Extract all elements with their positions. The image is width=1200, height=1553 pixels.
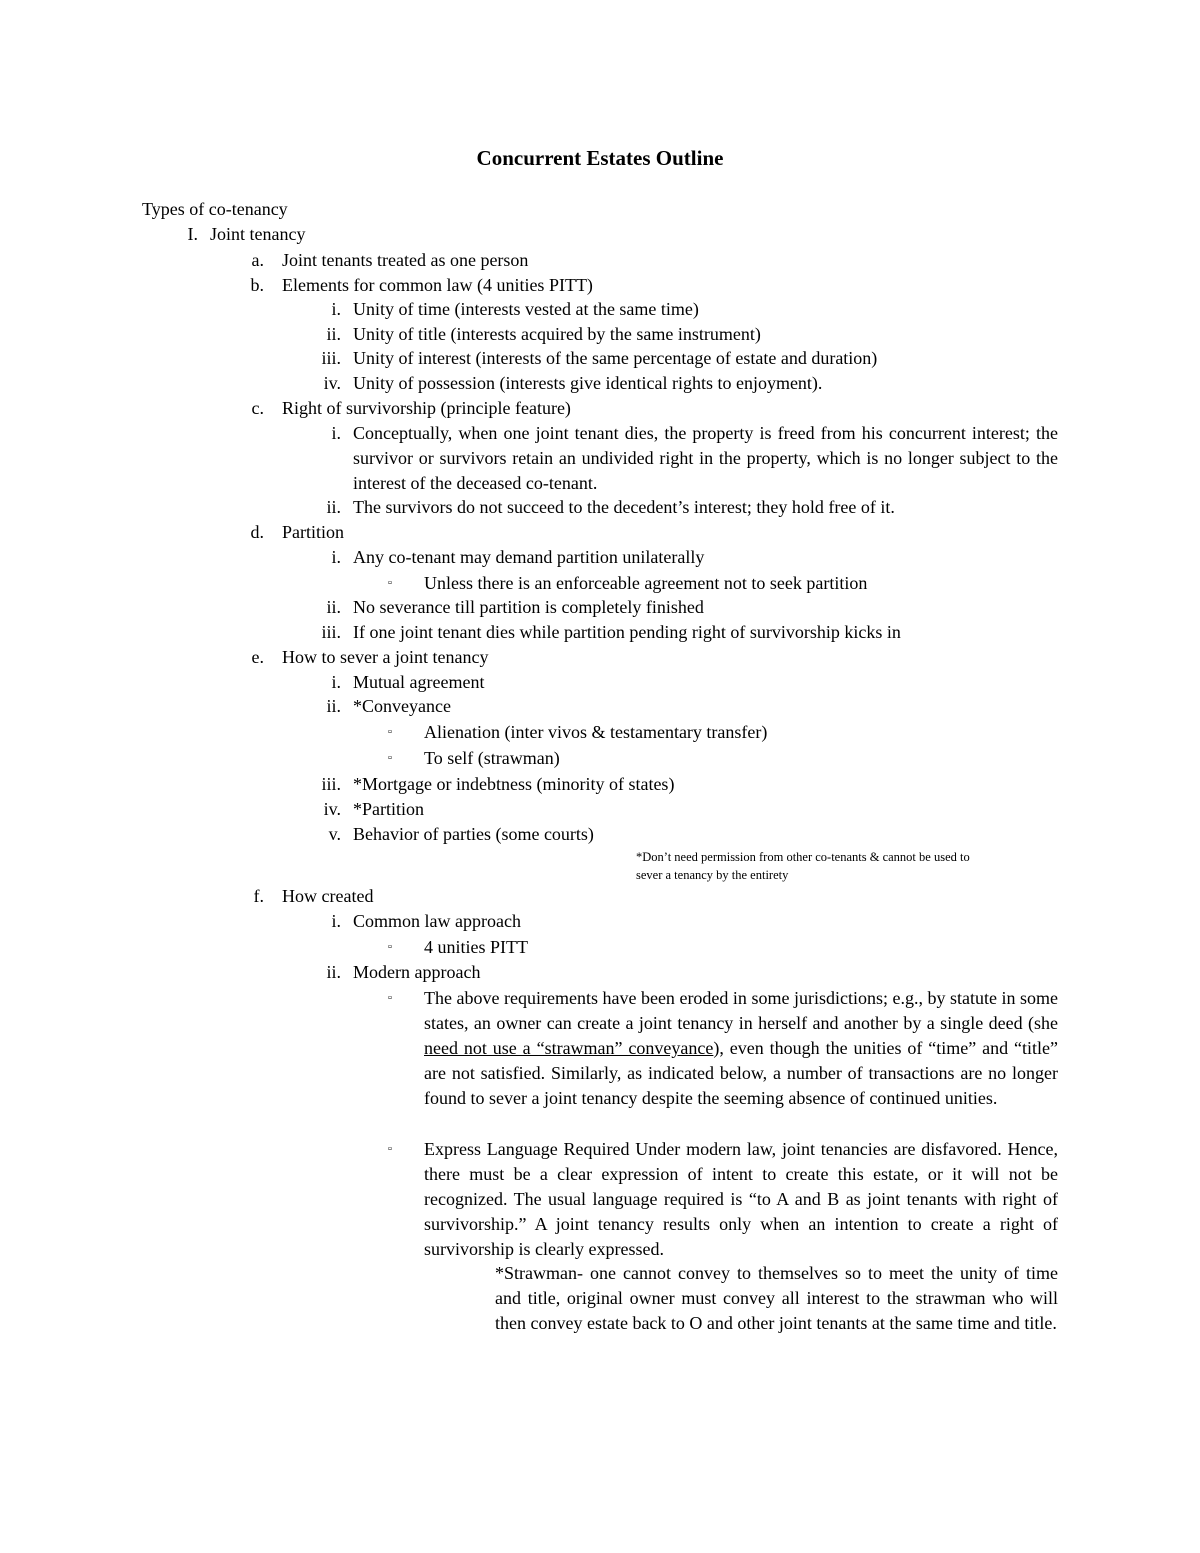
item-text: How created: [282, 886, 374, 906]
outline-bullet-f-i: [388, 935, 528, 960]
outline-item-e-iv: [323, 797, 424, 822]
item-text: *Mortgage or indebtness (minority of states): [353, 774, 675, 794]
outline-item-d-iii: [321, 620, 901, 645]
outline-item-e-iii: [321, 772, 675, 797]
outline-item-f-i: [331, 909, 521, 934]
item-text: Conceptually, when one joint tenant dies, the property is freed from his concurrent interest; the survivor or survivors retain an undivided right in the property, which is no longer subject to the interest of the deceased co-tenant.: [353, 423, 1058, 493]
marker: i.: [331, 299, 341, 319]
marker: d.: [250, 522, 264, 542]
marker: iv.: [323, 799, 341, 819]
outline-bullet-f-ii-2: [388, 1137, 1058, 1262]
item-text: Joint tenants treated as one person: [282, 250, 529, 270]
outline-item-e-v: [328, 822, 594, 847]
outline-item-a: [251, 248, 529, 273]
outline-item-c-i: [331, 421, 1058, 496]
square-bullet-icon: ▫: [388, 992, 392, 1004]
item-text: *Partition: [353, 799, 424, 819]
item-text: Joint tenancy: [210, 224, 306, 244]
outline-bullet-e-ii-2: [388, 746, 560, 771]
outline-item-b-ii: [326, 322, 761, 347]
item-text: Mutual agreement: [353, 672, 485, 692]
footnote-line-2: sever a tenancy by the entirety: [636, 868, 789, 882]
outline-item-I: [187, 222, 306, 247]
marker: a.: [251, 250, 264, 270]
item-text: How to sever a joint tenancy: [282, 647, 489, 667]
outline-bullet-e-ii-1: [388, 720, 768, 745]
square-bullet-icon: ▫: [388, 726, 392, 738]
marker: c.: [251, 398, 264, 418]
item-text: Modern approach: [353, 962, 481, 982]
bullet-text: Express Language Required Under modern law, joint tenancies are disfavored. Hence, there must be a clear expression of intent to create this estate, or it will not be recognized. The usual language required is “to A and B as joint tenants with right of survivorship.” A joint tenancy results only when an intention to create a right of survivorship is clearly expressed.: [424, 1139, 1058, 1259]
bullet-text: Unless there is an enforceable agreement not to seek partition: [424, 573, 868, 593]
outline-item-e-ii: [326, 694, 451, 719]
square-bullet-icon: ▫: [388, 752, 392, 764]
outline-item-d-ii: [326, 595, 704, 620]
bullet-text-part-1: The above requirements have been eroded in some jurisdictions; e.g., by statute in some states, an owner can create a joint tenancy in herself and another by a single deed (she: [424, 988, 1058, 1033]
item-text: If one joint tenant dies while partition pending right of survivorship kicks in: [353, 622, 901, 642]
marker: i.: [331, 423, 341, 443]
marker: ii.: [326, 497, 341, 517]
bullet-text-underlined: need not use a “strawman” conveyance: [424, 1038, 714, 1058]
item-text: *Conveyance: [353, 696, 451, 716]
item-text: Any co-tenant may demand partition unilaterally: [353, 547, 705, 567]
item-text: Partition: [282, 522, 344, 542]
marker: ii.: [326, 962, 341, 982]
strawman-note: *Strawman- one cannot convey to themselves so to meet the unity of time and title, original owner must convey all interest to the strawman who will then convey estate back to O and other joint tenants at the same time and title.: [495, 1263, 1058, 1333]
footnote-line-1: *Don’t need permission from other co-tenants & cannot be used to: [636, 850, 970, 864]
square-bullet-icon: ▫: [388, 941, 392, 953]
outline-item-c: [251, 396, 571, 421]
outline-item-b-iv: [323, 371, 823, 396]
marker: I.: [187, 224, 198, 244]
bullet-text: To self (strawman): [424, 748, 560, 768]
marker: v.: [328, 824, 341, 844]
outline-item-e-i: [331, 670, 485, 695]
marker: i.: [331, 911, 341, 931]
outline-item-b-iii: [321, 346, 878, 371]
item-text: Unity of time (interests vested at the same time): [353, 299, 699, 319]
marker: ii.: [326, 696, 341, 716]
page-title: Concurrent Estates Outline: [476, 146, 724, 170]
marker: iv.: [323, 373, 341, 393]
outline-item-c-ii: [326, 495, 895, 520]
marker: iii.: [321, 348, 341, 368]
item-text: Elements for common law (4 unities PITT): [282, 275, 593, 295]
marker: b.: [250, 275, 264, 295]
marker: iii.: [321, 622, 341, 642]
outline-bullet-f-ii-1: [388, 986, 1058, 1111]
outline-item-d: [250, 520, 344, 545]
marker: ii.: [326, 597, 341, 617]
item-text: Common law approach: [353, 911, 521, 931]
bullet-text: Alienation (inter vivos & testamentary transfer): [424, 722, 768, 742]
item-text: Unity of title (interests acquired by the same instrument): [353, 324, 761, 344]
item-text: The survivors do not succeed to the decedent’s interest; they hold free of it.: [353, 497, 895, 517]
outline-item-b-i: [331, 297, 699, 322]
outline-item-b: [250, 273, 593, 298]
bullet-text-part-2: ), even though the unities of “time” and “title” are not satisfied. Similarly, as indicated below, a number of transactions are no longer found to sever a joint tenancy despite the seeming absence of continued unities.: [424, 1038, 1058, 1108]
outline-item-e: [251, 645, 489, 670]
outline-item-f-ii: [326, 960, 481, 985]
marker: f.: [253, 886, 264, 906]
marker: e.: [251, 647, 264, 667]
marker: i.: [331, 672, 341, 692]
bullet-text: 4 unities PITT: [424, 937, 528, 957]
item-text: Right of survivorship (principle feature): [282, 398, 571, 418]
item-text: Unity of possession (interests give identical rights to enjoyment).: [353, 373, 823, 393]
item-text: No severance till partition is completely finished: [353, 597, 704, 617]
marker: ii.: [326, 324, 341, 344]
outline-item-d-i: [331, 545, 705, 570]
outline-item-f: [253, 884, 374, 909]
section-heading: Types of co-tenancy: [142, 199, 288, 219]
marker: iii.: [321, 774, 341, 794]
item-text: Unity of interest (interests of the same percentage of estate and duration): [353, 348, 878, 368]
item-text: Behavior of parties (some courts): [353, 824, 594, 844]
square-bullet-icon: ▫: [388, 1143, 392, 1155]
marker: i.: [331, 547, 341, 567]
square-bullet-icon: ▫: [388, 577, 392, 589]
outline-bullet-d-i: [388, 571, 868, 596]
